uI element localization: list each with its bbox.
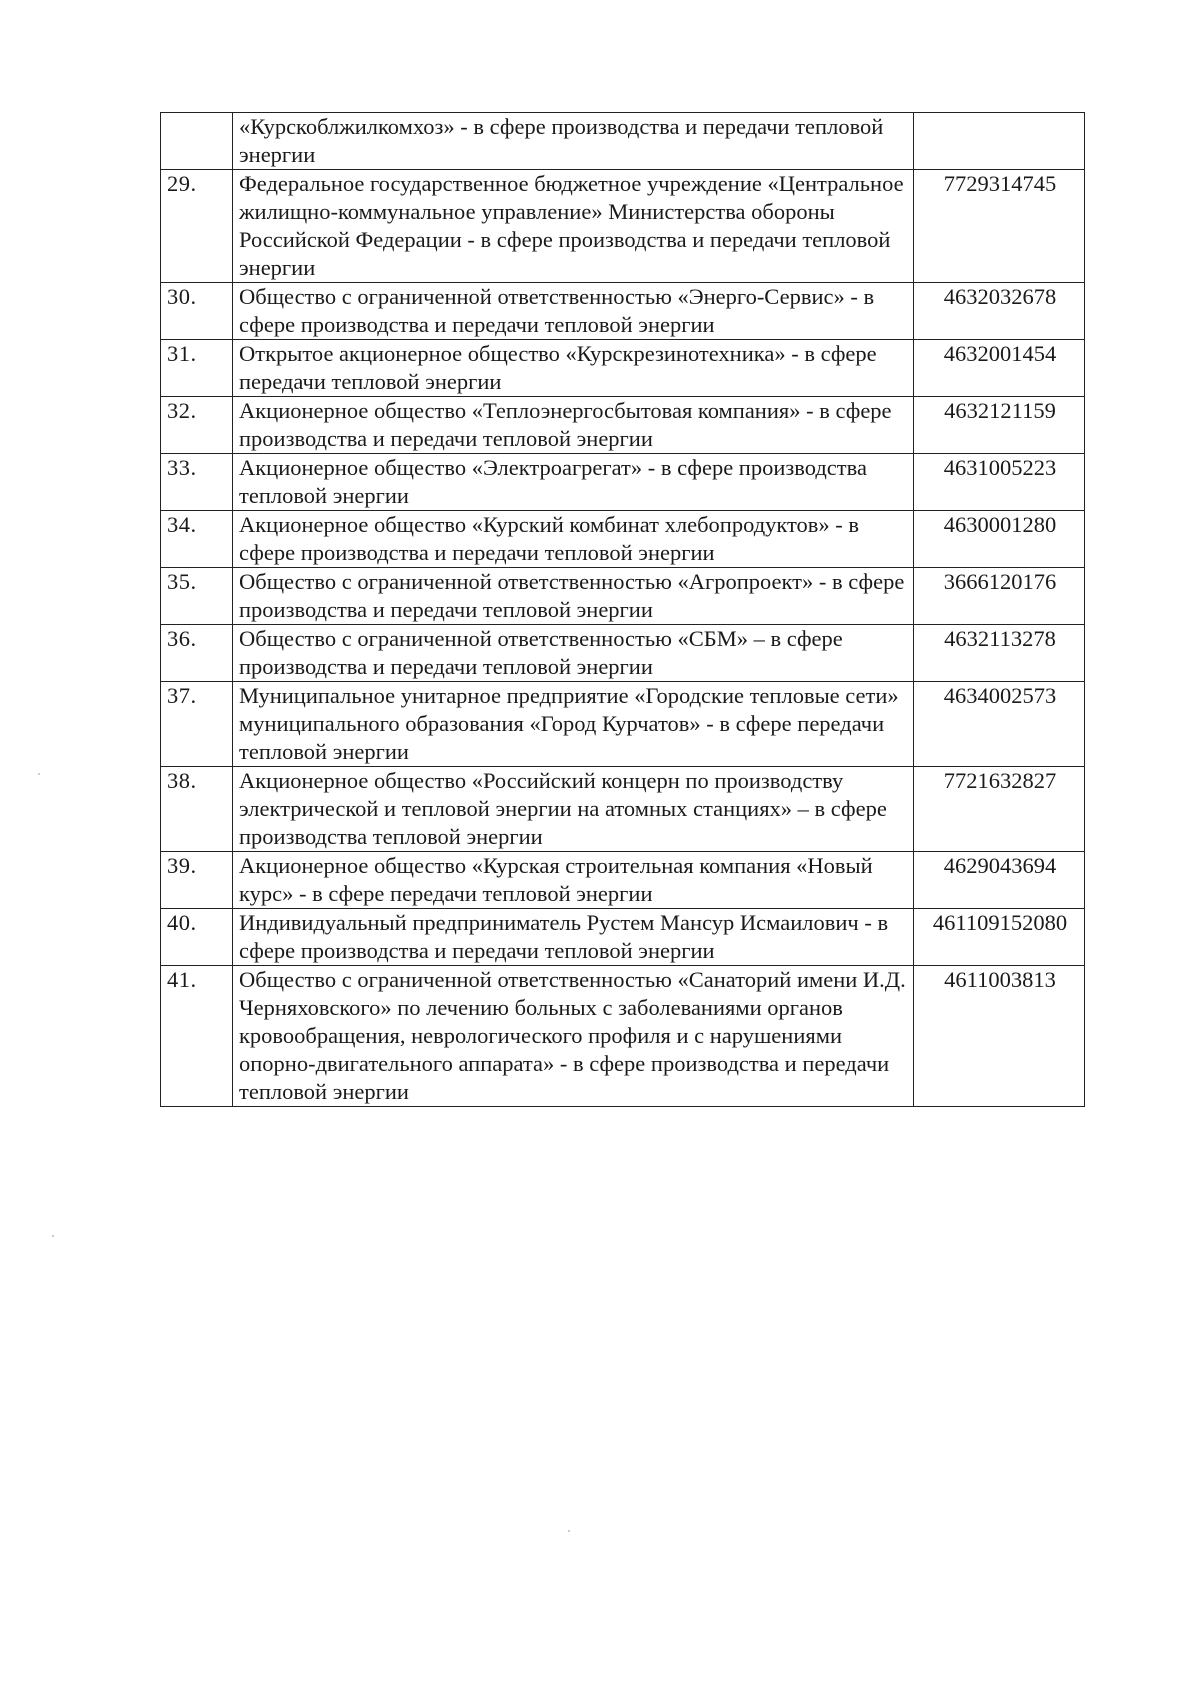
row-number: 36. bbox=[161, 625, 233, 682]
table-row bbox=[161, 454, 1085, 511]
inn-value: 4634002573 bbox=[914, 682, 1085, 767]
organization-description: Федеральное государственное бюджетное учреждение «Центральное жилищно-коммунальное управление» Министерства обороны Российской Федерации - в сфере производства и передачи тепловой энергии bbox=[233, 170, 914, 283]
organization-description: Акционерное общество «Электроагрегат» - в сфере производства тепловой энергии bbox=[233, 454, 914, 511]
organization-description: Акционерное общество «Курский комбинат хлебопродуктов» - в сфере производства и передачи тепловой энергии bbox=[233, 511, 914, 568]
row-number: 38. bbox=[161, 767, 233, 852]
table-row bbox=[161, 767, 1085, 852]
scan-speck bbox=[52, 1235, 54, 1237]
scan-speck bbox=[568, 1530, 570, 1532]
inn-value: 3666120176 bbox=[914, 568, 1085, 625]
inn-value: 7729314745 bbox=[914, 170, 1085, 283]
organization-description: Общество с ограниченной ответственностью «СБМ» – в сфере производства и передачи тепловой энергии bbox=[233, 625, 914, 682]
organization-description: Акционерное общество «Теплоэнергосбытовая компания» - в сфере производства и передачи тепловой энергии bbox=[233, 397, 914, 454]
organization-description: Открытое акционерное общество «Курскрезинотехника» - в сфере передачи тепловой энергии bbox=[233, 340, 914, 397]
row-number: 40. bbox=[161, 909, 233, 966]
organization-description: Общество с ограниченной ответственностью «Агропроект» - в сфере производства и передачи тепловой энергии bbox=[233, 568, 914, 625]
organization-description: «Курскоблжилкомхоз» - в сфере производства и передачи тепловой энергии bbox=[233, 113, 914, 170]
table-row bbox=[161, 397, 1085, 454]
row-number: 30. bbox=[161, 283, 233, 340]
inn-value bbox=[914, 113, 1085, 170]
table-row bbox=[161, 511, 1085, 568]
inn-value: 4631005223 bbox=[914, 454, 1085, 511]
inn-value: 4632032678 bbox=[914, 283, 1085, 340]
organization-description: Акционерное общество «Российский концерн по производству электрической и тепловой энергии на атомных станциях» – в сфере производства тепловой энергии bbox=[233, 767, 914, 852]
inn-value: 4611003813 bbox=[914, 966, 1085, 1107]
organization-description: Общество с ограниченной ответственностью «Энерго-Сервис» - в сфере производства и передачи тепловой энергии bbox=[233, 283, 914, 340]
organization-description: Общество с ограниченной ответственностью «Санаторий имени И.Д. Черняховского» по лечению больных с заболеваниями органов кровообращения, неврологического профиля и с нарушениями опорно-двигательного аппарата» - в сфере производства и передачи тепловой энергии bbox=[233, 966, 914, 1107]
organization-description: Индивидуальный предприниматель Рустем Мансур Исмаилович - в сфере производства и передачи тепловой энергии bbox=[233, 909, 914, 966]
row-number: 33. bbox=[161, 454, 233, 511]
row-number: 41. bbox=[161, 966, 233, 1107]
table-row bbox=[161, 113, 1085, 170]
inn-value: 4632001454 bbox=[914, 340, 1085, 397]
inn-value: 4632121159 bbox=[914, 397, 1085, 454]
row-number: 31. bbox=[161, 340, 233, 397]
table-row bbox=[161, 170, 1085, 283]
inn-value: 4632113278 bbox=[914, 625, 1085, 682]
row-number: 34. bbox=[161, 511, 233, 568]
row-number: 29. bbox=[161, 170, 233, 283]
table-row bbox=[161, 283, 1085, 340]
table-row bbox=[161, 966, 1085, 1107]
row-number: 35. bbox=[161, 568, 233, 625]
organizations-table bbox=[160, 112, 1085, 1107]
table-row bbox=[161, 568, 1085, 625]
row-number bbox=[161, 113, 233, 170]
inn-value: 4630001280 bbox=[914, 511, 1085, 568]
inn-value: 461109152080 bbox=[914, 909, 1085, 966]
organization-description: Акционерное общество «Курская строительная компания «Новый курс» - в сфере передачи тепловой энергии bbox=[233, 852, 914, 909]
inn-value: 4629043694 bbox=[914, 852, 1085, 909]
scan-speck bbox=[38, 773, 40, 775]
row-number: 32. bbox=[161, 397, 233, 454]
table-row bbox=[161, 852, 1085, 909]
row-number: 39. bbox=[161, 852, 233, 909]
inn-value: 7721632827 bbox=[914, 767, 1085, 852]
table-row bbox=[161, 682, 1085, 767]
table-row bbox=[161, 909, 1085, 966]
row-number: 37. bbox=[161, 682, 233, 767]
table-row bbox=[161, 340, 1085, 397]
organization-description: Муниципальное унитарное предприятие «Городские тепловые сети» муниципального образования «Город Курчатов» - в сфере передачи тепловой энергии bbox=[233, 682, 914, 767]
table-row bbox=[161, 625, 1085, 682]
